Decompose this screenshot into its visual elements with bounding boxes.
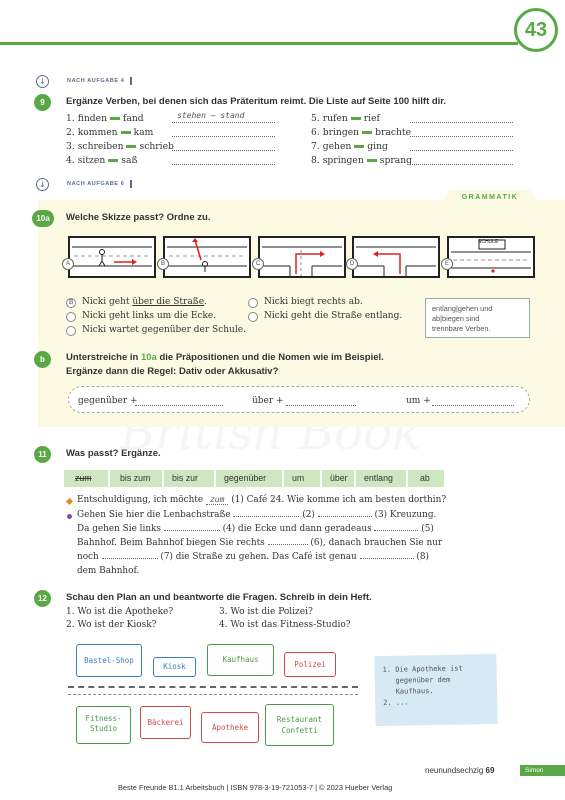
marker-bar (130, 77, 132, 85)
word-separator (354, 470, 356, 487)
map-apotheke: Apotheke (201, 712, 259, 743)
note-line: gegenüber dem (382, 675, 451, 685)
verb-row: 7. gehen ging (311, 141, 388, 152)
verb-row: 2. kommen kam (66, 127, 154, 138)
sticky-note (374, 654, 497, 726)
option-text: Nicki geht links um die Ecke. (82, 311, 217, 321)
tag-simon: Simon (520, 765, 565, 776)
answer-radio[interactable] (66, 326, 76, 336)
word-item: gegenüber (224, 473, 267, 483)
page-word: neunundsechzig 69 (425, 766, 495, 775)
verb-row: 8. springen sprang (311, 155, 413, 166)
verb-row: 4. sitzen saß (66, 155, 138, 166)
exercise-number: 12 (34, 590, 51, 607)
speaker-a-marker (66, 498, 73, 505)
sketch-c (258, 236, 346, 278)
sketch-b-drawing (165, 238, 249, 276)
answer-radio[interactable] (248, 312, 258, 322)
answer-radio[interactable] (66, 312, 76, 322)
word-bank (64, 470, 444, 487)
verb-row: 1. finden fand (66, 113, 144, 124)
exercise-instruction: Welche Skizze passt? Ordne zu. (66, 212, 211, 223)
sketch-label: D (346, 258, 358, 270)
dialog-line: Gehen Sie hier die Lenbachstraße (2) (3) Kreuzung. (77, 510, 437, 520)
sketch-a (68, 236, 156, 278)
info-line: ab|biegen sind (432, 314, 480, 323)
dialog-line: Da gehen Sie links (4) die Ecke und dann geradeaus (5) (77, 524, 434, 534)
question: 2. Wo ist der Kiosk? (66, 620, 157, 630)
exercise-number: 10a (32, 210, 54, 227)
word-item: um (292, 473, 305, 483)
info-box (425, 298, 530, 338)
sketch-c-drawing (260, 238, 344, 276)
dialog-line: dem Bahnhof. (77, 566, 140, 576)
answer-line[interactable] (410, 122, 513, 123)
verb-row: 3. schreiben schrieb (66, 141, 174, 152)
word-item: über (330, 473, 348, 483)
speaker-b-marker (67, 514, 72, 519)
dialog-line: noch (7) die Straße zu gehen. Das Café ist genau (8) (77, 552, 429, 562)
sketch-label: C (252, 258, 264, 270)
answer-line[interactable] (172, 122, 275, 123)
answer-radio[interactable] (248, 298, 258, 308)
word-item: bis zur (172, 473, 198, 483)
info-line: entlang|gehen und (432, 304, 493, 313)
word-item: bis zum (120, 473, 151, 483)
map-polizei: Polizei (284, 652, 336, 677)
answer-line[interactable] (410, 150, 513, 151)
sketch-a-drawing (70, 238, 154, 276)
nach-aufgabe-label: NACH AUFGABE 4 (67, 78, 125, 84)
map-street-line (68, 694, 358, 696)
option-text: Nicki geht über die Straße. (82, 297, 207, 307)
note-line: 2. ... (383, 698, 409, 707)
exercise-number: 11 (34, 446, 51, 463)
nach-aufgabe-label: NACH AUFGABE 6 (67, 181, 125, 187)
note-line: 1. Die Apotheke ist (382, 664, 463, 674)
word-separator (282, 470, 284, 487)
grammar-tab: GRAMMATIK (445, 190, 535, 207)
verb-row: 5. rufen rief (311, 113, 380, 124)
word-separator (162, 470, 164, 487)
header-rule (0, 42, 518, 45)
exercise-instruction: Schau den Plan an und beantworte die Fragen. Schreib in dein Heft. (66, 592, 372, 603)
exercise-instruction: Was passt? Ergänze. (66, 448, 161, 459)
map-kiosk: Kiosk (153, 657, 196, 677)
dialog-line: Entschuldigung, ich möchte zum (1) Café 24. Wie komme ich am besten dorthin? (77, 495, 447, 505)
answer-radio[interactable]: B (66, 298, 76, 308)
question: 4. Wo ist das Fitness-Studio? (219, 620, 351, 630)
exercise-instruction: Ergänze Verben, bei denen sich das Präteritum reimt. Die Liste auf Seite 100 hilft dir. (66, 96, 447, 107)
arrow-down-icon: ↓ (36, 75, 49, 88)
word-separator (406, 470, 408, 487)
map-bastel-shop: Bastel-Shop (76, 644, 142, 677)
sketch-d (352, 236, 440, 278)
map-kaufhaus: Kaufhaus (207, 644, 274, 676)
dialog-line: Bahnhof. Beim Bahnhof biegen Sie rechts (6), danach brauchen Sie nur (77, 538, 443, 548)
arrow-down-icon: ↓ (36, 178, 49, 191)
sketch-label: B (157, 258, 169, 270)
map-label-line: Studio (89, 724, 118, 733)
publisher-credit: Beste Freunde B1.1 Arbeitsbuch | ISBN 978-3-19-721053-7 | © 2023 Hueber Verlag (118, 783, 393, 792)
map-fitness-studio (76, 706, 131, 744)
word-item: ab (420, 473, 430, 483)
question: 3. Wo ist die Polizei? (219, 607, 313, 617)
word-item: entlang (364, 473, 393, 483)
page-number-badge: 43 (514, 8, 558, 52)
word-separator (214, 470, 216, 487)
note-line: Kaufhaus. (382, 687, 434, 696)
question: 1. Wo ist die Apotheke? (66, 607, 174, 617)
sketch-label: E (441, 258, 453, 270)
map-label-line: Fitness- (85, 714, 122, 723)
answer-line[interactable] (172, 164, 275, 165)
marker-bar (130, 180, 132, 188)
map-street-line (68, 686, 358, 688)
option-text: Nicki wartet gegenüber der Schule. (82, 325, 246, 335)
info-line: trennbare Verben. (432, 324, 491, 333)
rule-answer-line[interactable] (286, 405, 356, 406)
rule-label: über + (252, 396, 284, 406)
map-label-line: Restaurant (276, 715, 323, 724)
school-sign: SCHULE (478, 239, 499, 245)
rule-answer-line[interactable] (432, 405, 514, 406)
answer-line[interactable] (172, 150, 275, 151)
word-item: zum (75, 473, 92, 483)
map-label-line: Confetti (281, 726, 318, 735)
exercise-instruction: Ergänze dann die Regel: Dativ oder Akkusativ? (66, 366, 279, 377)
option-text: Nicki biegt rechts ab. (264, 297, 363, 307)
word-separator (320, 470, 322, 487)
map-restaurant-confetti (265, 704, 334, 746)
answer-line[interactable] (172, 136, 275, 137)
exercise-number: 9 (34, 94, 51, 111)
option-text: Nicki geht die Straße entlang. (264, 311, 403, 321)
answer-line[interactable] (410, 136, 513, 137)
exercise-number: b (34, 351, 51, 368)
sketch-d-drawing (354, 238, 438, 276)
handwritten-answer: stehen – stand (177, 111, 245, 120)
exercise-instruction: Unterstreiche in 10a die Präpositionen und die Nomen wie im Beispiel. (66, 352, 384, 363)
word-separator (108, 470, 110, 487)
sketch-b (163, 236, 251, 278)
sketch-label: A (62, 258, 74, 270)
rule-label: gegenüber + (78, 396, 138, 406)
map-baeckerei: Bäckerei (140, 706, 191, 739)
rule-answer-line[interactable] (135, 405, 223, 406)
verb-row: 6. bringen brachte (311, 127, 412, 138)
answer-line[interactable] (410, 164, 513, 165)
rule-label: um + (406, 396, 431, 406)
